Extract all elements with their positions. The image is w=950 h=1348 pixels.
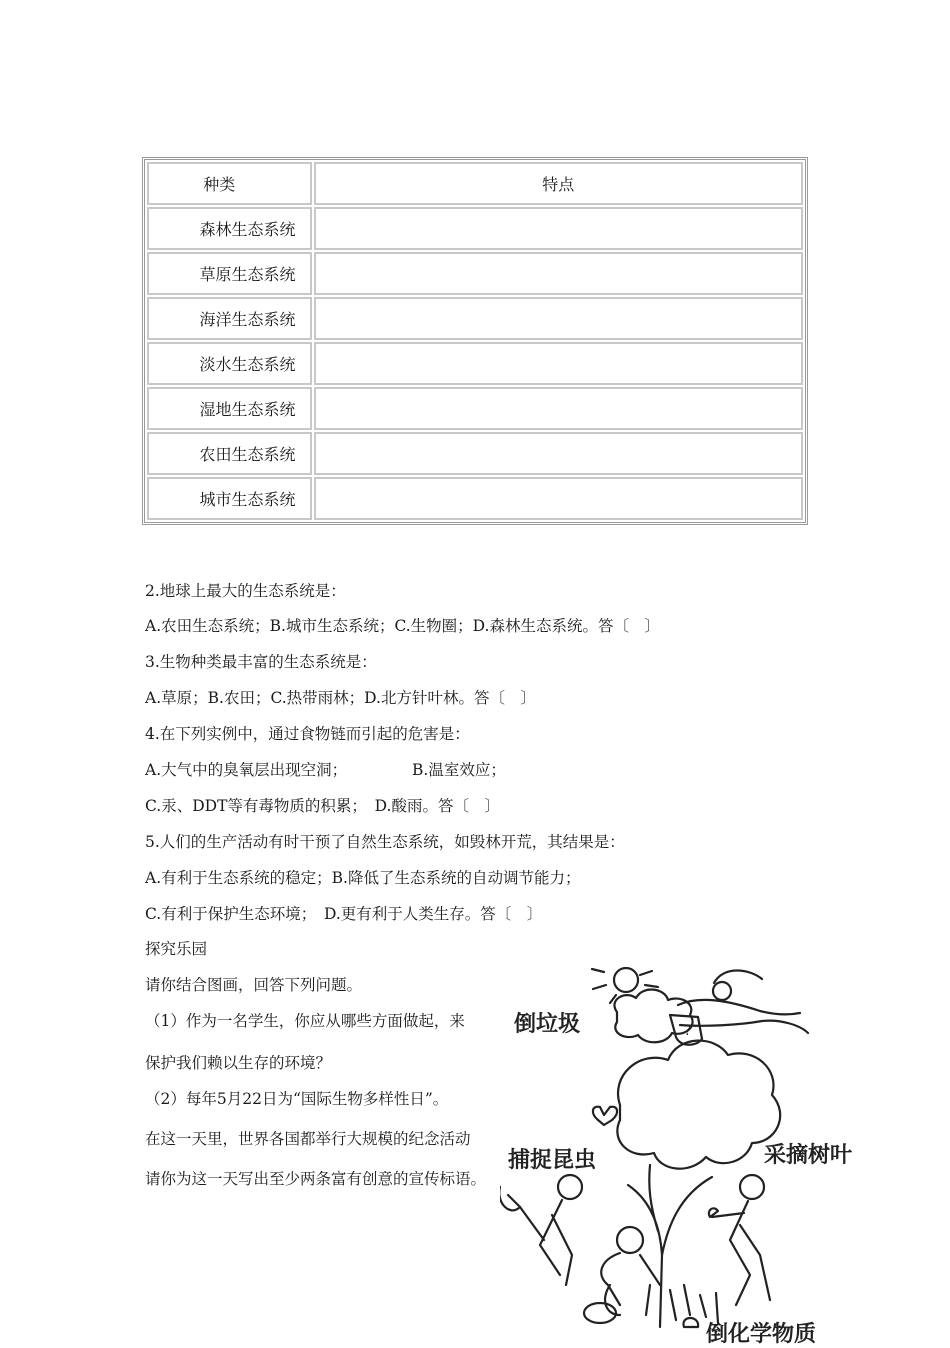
table-header-row [147, 162, 803, 205]
crouching-kid-head [617, 1227, 643, 1253]
label-dump-chemicals: 倒化学物质 [706, 1322, 817, 1347]
question-2: 2.地球上最大的生态系统是： [145, 582, 346, 600]
question-5-options-ab: A.有利于生态系统的稳定；B.降低了生态系统的自动调节能力； [145, 869, 581, 887]
explore-q1-line2: 保护我们赖以生存的环境？ [145, 1054, 332, 1072]
row-feature-blank[interactable] [314, 432, 804, 475]
row-kind: 农田生态系统 [147, 432, 312, 475]
kid-body [520, 1200, 572, 1285]
header-feature: 特点 [314, 162, 804, 205]
insect-net-icon [500, 1187, 520, 1210]
question-4-option-a: A.大气中的臭氧层出现空洞； [145, 761, 348, 779]
table-row [147, 297, 803, 340]
leaf-kid-body [712, 1201, 770, 1305]
question-4-option-b: B.温室效应； [412, 761, 506, 779]
figure-body [678, 1000, 800, 1014]
ecosystem-table [142, 157, 808, 525]
explore-q1-line1: （1）作为一名学生，你应从哪些方面做起，来 [145, 1012, 465, 1030]
row-kind: 草原生态系统 [147, 252, 312, 295]
question-5-options-cd: C.有利于保护生态环境； D.更有利于人类生存。答〔 〕 [145, 905, 543, 923]
row-feature-blank[interactable] [314, 252, 804, 295]
question-4: 4.在下列实例中，通过食物链而引起的危害是： [145, 725, 470, 743]
leaf-kid-head [740, 1175, 764, 1199]
label-pick-leaves: 采摘树叶 [764, 1143, 853, 1168]
row-feature-blank[interactable] [314, 477, 804, 520]
tree-canopy [617, 1041, 780, 1169]
row-feature-blank[interactable] [314, 387, 804, 430]
question-5: 5.人们的生产活动有时干预了自然生态系统，如毁林开荒，其结果是： [145, 833, 625, 851]
small-container-icon [683, 1318, 698, 1327]
explore-q2-line3: 请你为这一天写出至少两条富有创意的宣传标语。 [145, 1170, 487, 1188]
question-3-options: A.草原；B.农田；C.热带雨林；D.北方针叶林。答〔 〕 [145, 689, 536, 707]
table-row [147, 477, 803, 520]
question-3: 3.生物种类最丰富的生态系统是： [145, 653, 377, 671]
row-kind: 海洋生态系统 [147, 297, 312, 340]
figure-head [713, 982, 731, 1000]
label-dump-trash: 倒垃圾 [514, 1012, 581, 1037]
question-2-options: A.农田生态系统；B.城市生态系统；C.生物圈；D.森林生态系统。答〔 〕 [145, 617, 660, 635]
sun-icon [614, 968, 638, 992]
table-row [147, 387, 803, 430]
row-kind: 湿地生态系统 [147, 387, 312, 430]
sun-rays-icon [592, 969, 658, 1003]
kid-head [558, 1175, 582, 1199]
explore-intro: 请你结合图画，回答下列问题。 [145, 976, 363, 994]
table-row [147, 207, 803, 250]
row-feature-blank[interactable] [314, 297, 804, 340]
label-catch-insects: 捕捉昆虫 [508, 1148, 597, 1173]
question-4-options-cd: C.汞、DDT等有毒物质的积累； D.酸雨。答〔 〕 [145, 797, 500, 815]
table-row [147, 432, 803, 475]
environment-illustration [500, 955, 890, 1347]
explore-q2-line2: 在这一天里，世界各国都举行大规模的纪念活动 [145, 1130, 471, 1148]
butterfly-icon [593, 1107, 617, 1125]
explore-q2-line1: （2）每年5月22日为“国际生物多样性日”。 [145, 1090, 449, 1108]
table-row [147, 342, 803, 385]
row-kind: 城市生态系统 [147, 477, 312, 520]
explore-title: 探究乐园 [145, 940, 208, 958]
row-feature-blank[interactable] [314, 207, 804, 250]
header-kind: 种类 [147, 162, 312, 205]
row-kind: 淡水生态系统 [147, 342, 312, 385]
table-row [147, 252, 803, 295]
row-kind: 森林生态系统 [147, 207, 312, 250]
svg-text:?: ? [684, 1023, 692, 1039]
row-feature-blank[interactable] [314, 342, 804, 385]
